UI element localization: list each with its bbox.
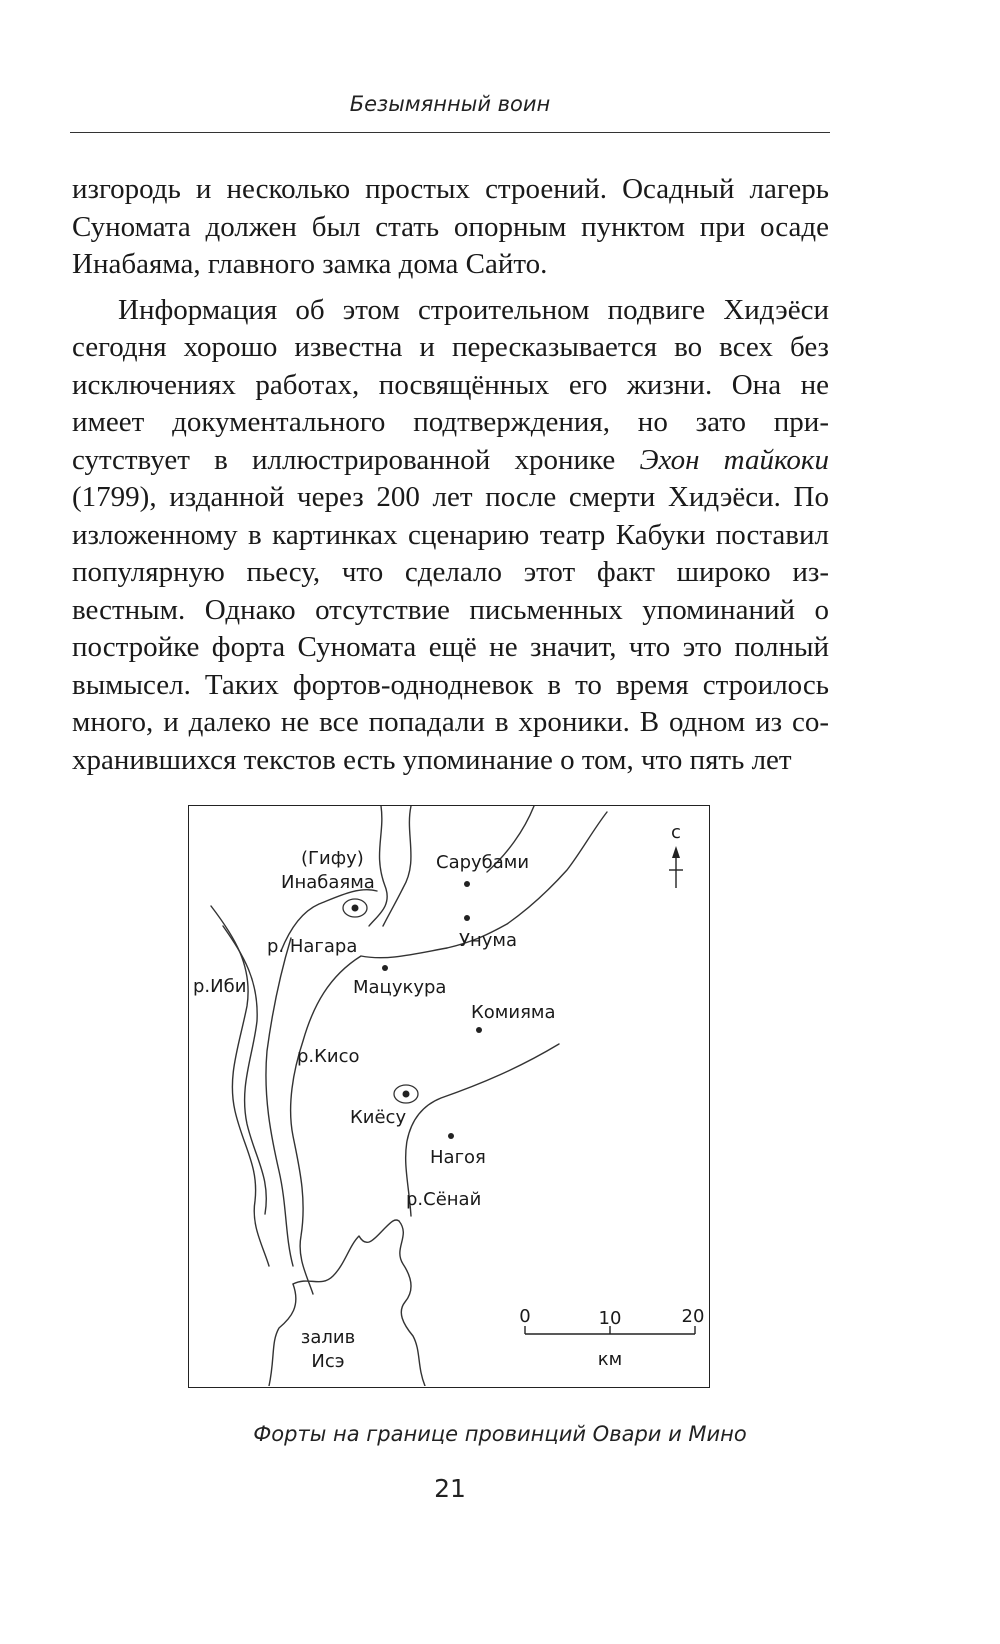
- paragraph-1: изгородь и несколько простых строений. Осадный лагерь Суномата должен был стать опорным пунктом при осаде Инабаяма, главного замка дома Сайто.: [72, 173, 829, 280]
- matsukura-marker: [382, 965, 388, 971]
- north-label: с: [671, 822, 681, 843]
- label-gifu: (Гифу): [301, 848, 364, 869]
- running-title: Безымянный воин: [349, 92, 551, 116]
- label-matsukura: Мацукура: [353, 977, 447, 998]
- page-number: 21: [434, 1474, 466, 1503]
- paragraph-2: [72, 292, 829, 780]
- castle-markers: [343, 881, 482, 1139]
- river-nagara: [266, 938, 293, 1266]
- komiyama-marker: [476, 1027, 482, 1033]
- label-ibi: р.Иби: [193, 976, 247, 997]
- label-sarubami: Сарубами: [436, 852, 530, 873]
- kiyosu-marker: [403, 1091, 410, 1098]
- north-arrow: [669, 822, 683, 888]
- label-nagara: р. Нагара: [267, 936, 358, 957]
- coast-west: [269, 1284, 296, 1386]
- label-ise-bay-line1: залив: [300, 1327, 356, 1348]
- label-nagoya: Нагоя: [430, 1147, 486, 1168]
- coast-north: [293, 1220, 399, 1284]
- label-kiso: р.Кисо: [297, 1046, 360, 1067]
- label-kiyosu: Киёсу: [350, 1107, 407, 1128]
- label-unuma: Унума: [459, 930, 517, 951]
- figure-caption: Форты на границе провинций Овари и Мино: [253, 1422, 747, 1446]
- river-ibi: [211, 906, 269, 1266]
- label-shonai: р.Сёнай: [406, 1189, 482, 1210]
- chronicle-title: Эхон тайкоки: [639, 443, 829, 476]
- map-drawing: [189, 806, 708, 1386]
- coast-east: [399, 1221, 425, 1386]
- river-north-2: [383, 806, 411, 926]
- scale-label-10: 10: [598, 1308, 622, 1329]
- river-ibi-branch: [223, 926, 266, 1214]
- river-north-1: [369, 806, 387, 926]
- map-figure: [188, 805, 710, 1388]
- header-rule: [70, 132, 830, 133]
- sarubami-marker: [464, 881, 470, 887]
- paragraph-2-part-1: Информация об этом строительном подвиге Хидэёси сегодня хорошо известна и пересказывается во всех без исключениях работах, посвящённых его жизни. Она не имеет документального подтверждения, но зато присутствует в иллюстрированной хронике: [72, 293, 829, 476]
- river-kiso-upper: [447, 812, 607, 948]
- scale-unit: км: [597, 1349, 623, 1370]
- inabayama-marker: [352, 905, 359, 912]
- nagoya-marker: [448, 1133, 454, 1139]
- unuma-marker: [464, 915, 470, 921]
- label-ise-bay-line2: Исэ: [311, 1351, 345, 1372]
- label-komiyama: Комияма: [471, 1002, 556, 1023]
- body-text: [72, 171, 829, 779]
- scale-label-0: 0: [519, 1306, 531, 1327]
- scale-bar: [519, 1306, 704, 1370]
- label-inabayama: Инабаяма: [281, 872, 375, 893]
- scale-label-20: 20: [681, 1306, 705, 1327]
- rivers: [211, 806, 607, 1386]
- paragraph-2-part-2: (1799), изданной через 200 лет после смерти Хидэёси. По изложенному в картинках сценарию театр Кабуки поставил популярную пьесу, что сделало этот факт широко известным. Однако отсутствие письменных упоминаний о постройке форта Суномата ещё не значит, что это полный вымысел. Таких фортов-однодневок в то время строилось много, и далеко не все попадали в хроники. В одном из сохранившихся текстов есть упоминание о том, что пять лет: [72, 481, 829, 776]
- north-arrow-head: [672, 846, 680, 858]
